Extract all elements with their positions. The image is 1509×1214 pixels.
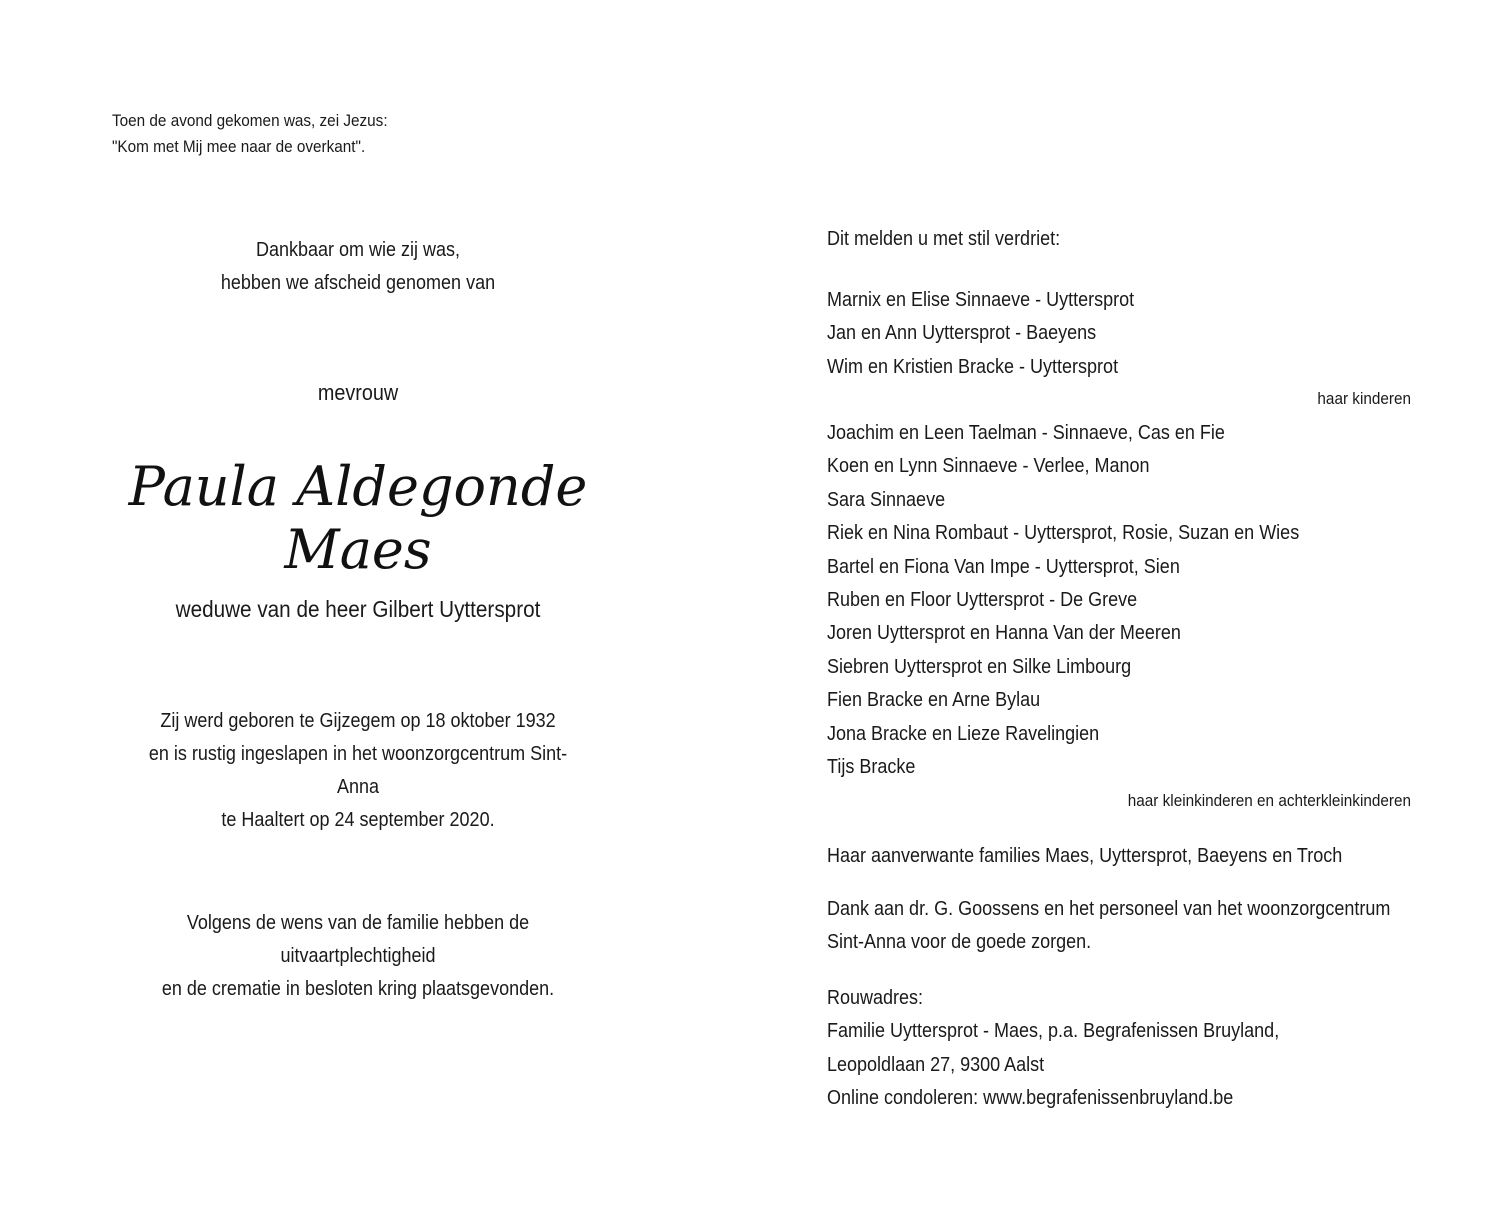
list-item: Jan en Ann Uyttersprot - Baeyens [827, 322, 1097, 345]
list-item: Joachim en Leen Taelman - Sinnaeve, Cas en Fie [827, 422, 1225, 444]
grandchildren-list [827, 417, 1411, 784]
funeral-wish [115, 907, 601, 1006]
list-item: Ruben en Floor Uyttersprot - De Greve [827, 588, 1138, 611]
mourning-address [827, 982, 1411, 1116]
announcement-line: Dit melden u met stil verdriet: [827, 228, 1061, 250]
birth-line: te Haaltert op 24 september 2020. [221, 809, 495, 831]
children-role [827, 389, 1411, 409]
grandchildren-role [827, 789, 1411, 813]
birth-line: en is rustig ingeslapen in het woonzorgcentrum Sint-Anna [148, 743, 568, 798]
intro-text [133, 234, 583, 300]
intro-line: Dankbaar om wie zij was, [255, 239, 461, 261]
role-label: haar kleinkinderen en achterkleinkinderen [1127, 791, 1411, 810]
role-label: haar kinderen [1317, 389, 1411, 408]
online-condolence-line: Online condoleren: www.begrafenissenbruyland.be [827, 1087, 1234, 1110]
list-item: Sara Sinnaeve [827, 488, 946, 511]
deceased-name: Paula Aldegonde Maes [128, 455, 588, 581]
list-item: Tijs Bracke [827, 755, 916, 778]
thanks-text [827, 893, 1411, 960]
list-item: Marnix en Elise Sinnaeve - Uyttersprot [827, 289, 1135, 311]
honorific: mevrouw [317, 380, 399, 405]
list-item: Siebren Uyttersprot en Silke Limbourg [827, 655, 1132, 678]
list-item: Koen en Lynn Sinnaeve - Verlee, Manon [827, 455, 1150, 478]
birth-line: Zij werd geboren te Gijzegem op 18 oktober 1932 [160, 710, 556, 732]
list-item: Wim en Kristien Bracke - Uyttersprot [827, 355, 1119, 378]
widow-line: weduwe van de heer Gilbert Uyttersprot [175, 596, 541, 622]
bible-quote [112, 108, 388, 160]
address-label: Rouwadres: [827, 987, 924, 1009]
list-item: Bartel en Fiona Van Impe - Uyttersprot, Sien [827, 555, 1180, 578]
birth-death-text [133, 705, 583, 837]
children-list [827, 284, 1411, 384]
list-item: Jona Bracke en Lieze Ravelingien [827, 722, 1100, 745]
address-line: Leopoldlaan 27, 9300 Aalst [827, 1053, 1045, 1076]
intro-line: hebben we afscheid genomen van [220, 272, 496, 294]
quote-line: "Kom met Mij mee naar de overkant". [112, 137, 366, 156]
wish-line: en de crematie in besloten kring plaatsgevonden. [161, 978, 555, 1000]
thanks-line: Sint-Anna voor de goede zorgen. [827, 931, 1092, 954]
address-line: Familie Uyttersprot - Maes, p.a. Begrafenissen Bruyland, [827, 1020, 1280, 1043]
wish-line: Volgens de wens van de familie hebben de uitvaartplechtigheid [186, 912, 530, 967]
families-line: Haar aanverwante families Maes, Uyttersprot, Baeyens en Troch [827, 845, 1343, 867]
announcement [827, 223, 1411, 256]
list-item: Joren Uyttersprot en Hanna Van der Meeren [827, 622, 1181, 645]
list-item: Riek en Nina Rombaut - Uyttersprot, Rosie, Suzan en Wies [827, 522, 1300, 545]
thanks-line: Dank aan dr. G. Goossens en het personeel van het woonzorgcentrum [827, 898, 1391, 920]
list-item: Fien Bracke en Arne Bylau [827, 689, 1041, 712]
quote-line: Toen de avond gekomen was, zei Jezus: [112, 111, 388, 130]
related-families [827, 840, 1411, 873]
